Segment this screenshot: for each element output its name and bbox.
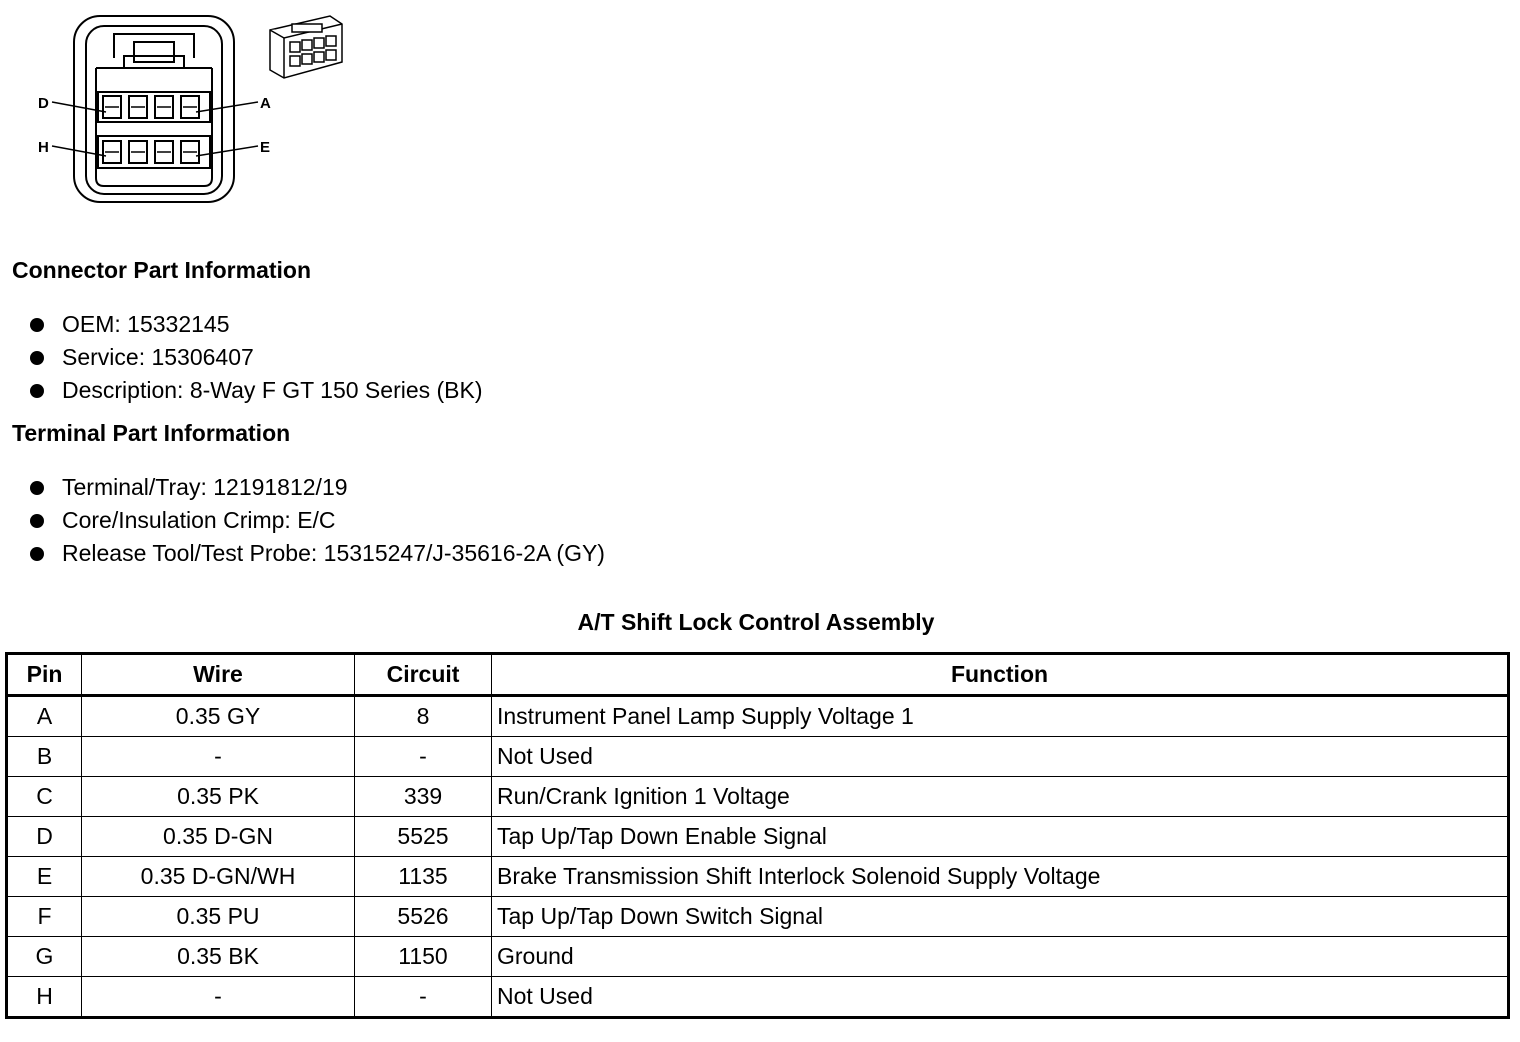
cell-circuit: 8 <box>355 696 492 737</box>
cell-pin: D <box>7 817 82 857</box>
header-wire: Wire <box>82 654 355 696</box>
cell-function: Instrument Panel Lamp Supply Voltage 1 <box>492 696 1509 737</box>
cell-pin: H <box>7 977 82 1018</box>
pin-label-h: H <box>38 139 49 156</box>
bullet-icon <box>30 481 44 495</box>
cell-circuit: 1150 <box>355 937 492 977</box>
cell-wire: 0.35 BK <box>82 937 355 977</box>
cell-wire: 0.35 PU <box>82 897 355 937</box>
table-row <box>7 937 1509 977</box>
pin-label-d: D <box>38 95 49 112</box>
cell-wire: 0.35 PK <box>82 777 355 817</box>
pin-label-e: E <box>260 139 271 156</box>
list-item: Description: 8-Way F GT 150 Series (BK) <box>30 375 483 408</box>
table-row <box>7 857 1509 897</box>
list-item: Service: 15306407 <box>30 342 483 375</box>
table-row <box>7 777 1509 817</box>
connector-face-diagram <box>30 8 360 208</box>
cell-circuit: - <box>355 977 492 1018</box>
bullet-icon <box>30 351 44 365</box>
cell-pin: E <box>7 857 82 897</box>
cell-circuit: 5526 <box>355 897 492 937</box>
list-item: Core/Insulation Crimp: E/C <box>30 505 605 538</box>
cell-function: Not Used <box>492 737 1509 777</box>
cell-circuit: - <box>355 737 492 777</box>
cell-wire: - <box>82 977 355 1018</box>
connector-isometric-view <box>270 16 342 78</box>
table-row <box>7 977 1509 1018</box>
cell-circuit: 1135 <box>355 857 492 897</box>
cell-function: Tap Up/Tap Down Switch Signal <box>492 897 1509 937</box>
cell-wire: 0.35 D-GN <box>82 817 355 857</box>
table-row <box>7 897 1509 937</box>
list-item: OEM: 15332145 <box>30 309 483 342</box>
table-title: A/T Shift Lock Control Assembly <box>577 609 935 635</box>
table-row <box>7 737 1509 777</box>
cell-circuit: 339 <box>355 777 492 817</box>
cell-pin: B <box>7 737 82 777</box>
bullet-icon <box>30 514 44 528</box>
connector-part-info-list <box>30 309 483 408</box>
terminal-part-info-heading: Terminal Part Information <box>12 420 291 446</box>
cell-function: Run/Crank Ignition 1 Voltage <box>492 777 1509 817</box>
list-item: Terminal/Tray: 12191812/19 <box>30 472 605 505</box>
cell-circuit: 5525 <box>355 817 492 857</box>
pin-out-table <box>5 652 1510 1019</box>
cell-function: Tap Up/Tap Down Enable Signal <box>492 817 1509 857</box>
pin-label-a: A <box>260 95 271 112</box>
terminal-part-info-list <box>30 472 605 571</box>
table-header-row <box>7 654 1509 696</box>
cell-wire: 0.35 GY <box>82 696 355 737</box>
bullet-icon <box>30 547 44 561</box>
header-function: Function <box>492 654 1509 696</box>
bullet-icon <box>30 384 44 398</box>
cell-pin: F <box>7 897 82 937</box>
cell-wire: - <box>82 737 355 777</box>
connector-part-info-heading: Connector Part Information <box>12 257 312 283</box>
bullet-icon <box>30 318 44 332</box>
cell-function: Brake Transmission Shift Interlock Solenoid Supply Voltage <box>492 857 1509 897</box>
cell-pin: A <box>7 696 82 737</box>
cell-function: Not Used <box>492 977 1509 1018</box>
table-row <box>7 696 1509 737</box>
list-item: Release Tool/Test Probe: 15315247/J-35616-2A (GY) <box>30 538 605 571</box>
cell-pin: C <box>7 777 82 817</box>
cell-function: Ground <box>492 937 1509 977</box>
cell-wire: 0.35 D-GN/WH <box>82 857 355 897</box>
cell-pin: G <box>7 937 82 977</box>
header-circuit: Circuit <box>355 654 492 696</box>
table-row <box>7 817 1509 857</box>
header-pin: Pin <box>7 654 82 696</box>
